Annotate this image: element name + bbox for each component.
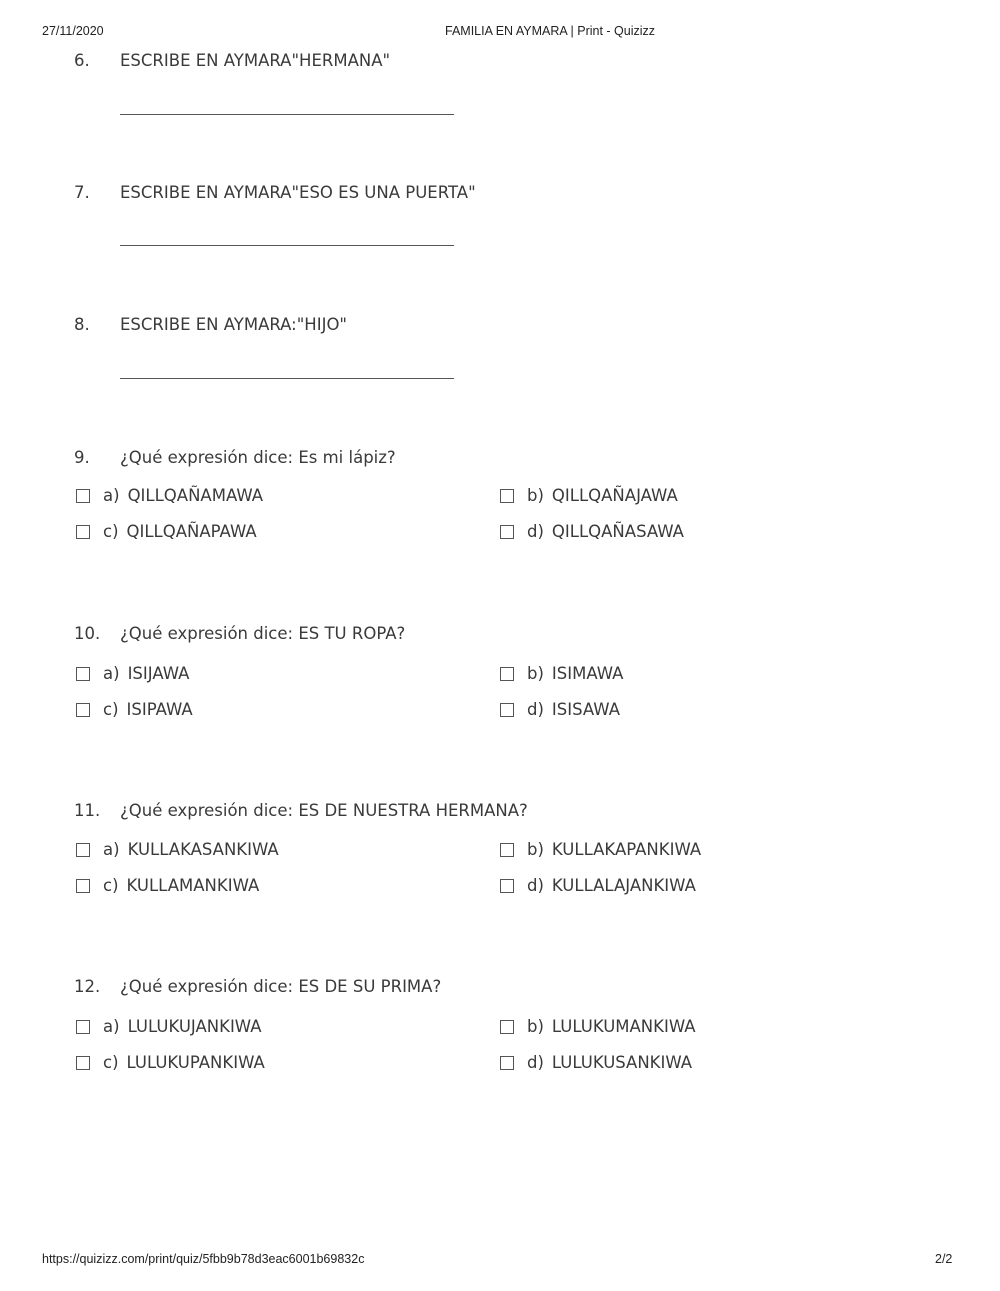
option-letter: b) bbox=[527, 664, 544, 683]
option-letter: a) bbox=[103, 486, 120, 505]
option-letter: a) bbox=[103, 840, 120, 859]
option-text: KULLAKASANKIWA bbox=[127, 840, 279, 859]
checkbox[interactable] bbox=[76, 667, 90, 681]
checkbox[interactable] bbox=[500, 703, 514, 717]
checkbox[interactable] bbox=[500, 489, 514, 503]
option-c[interactable] bbox=[76, 522, 257, 541]
question-number: 7. bbox=[74, 183, 90, 202]
option-c[interactable] bbox=[76, 876, 259, 895]
checkbox[interactable] bbox=[76, 489, 90, 503]
print-date: 27/11/2020 bbox=[42, 24, 104, 38]
option-text: ISIMAWA bbox=[551, 664, 624, 683]
option-b[interactable] bbox=[500, 664, 623, 683]
option-text: KULLAKAPANKIWA bbox=[551, 840, 702, 859]
option-text: ISIJAWA bbox=[127, 664, 190, 683]
option-c[interactable] bbox=[76, 700, 193, 719]
option-letter: b) bbox=[527, 1017, 544, 1036]
answer-line[interactable] bbox=[120, 378, 454, 379]
option-text: LULUKUPANKIWA bbox=[126, 1053, 265, 1072]
checkbox[interactable] bbox=[500, 843, 514, 857]
answer-line[interactable] bbox=[120, 114, 454, 115]
option-b[interactable] bbox=[500, 486, 678, 505]
question-11 bbox=[74, 801, 954, 901]
footer-page-number: 2/2 bbox=[935, 1252, 953, 1266]
option-letter: c) bbox=[103, 876, 119, 895]
option-letter: d) bbox=[527, 700, 544, 719]
option-letter: d) bbox=[527, 876, 544, 895]
option-text: LULUKUMANKIWA bbox=[551, 1017, 696, 1036]
option-letter: b) bbox=[527, 840, 544, 859]
option-d[interactable] bbox=[500, 876, 696, 895]
checkbox[interactable] bbox=[76, 525, 90, 539]
checkbox[interactable] bbox=[76, 703, 90, 717]
option-text: KULLAMANKIWA bbox=[126, 876, 260, 895]
option-text: LULUKUJANKIWA bbox=[127, 1017, 262, 1036]
question-text: ESCRIBE EN AYMARA"ESO ES UNA PUERTA" bbox=[120, 183, 476, 202]
question-10 bbox=[74, 624, 954, 724]
option-a[interactable] bbox=[76, 664, 189, 683]
option-text: LULUKUSANKIWA bbox=[551, 1053, 693, 1072]
option-letter: d) bbox=[527, 522, 544, 541]
option-c[interactable] bbox=[76, 1053, 265, 1072]
checkbox[interactable] bbox=[500, 1056, 514, 1070]
option-letter: c) bbox=[103, 1053, 119, 1072]
question-text: ESCRIBE EN AYMARA:"HIJO" bbox=[120, 315, 348, 334]
option-text: QILLQAÑAJAWA bbox=[551, 486, 678, 505]
option-d[interactable] bbox=[500, 700, 620, 719]
option-text: KULLALAJANKIWA bbox=[551, 876, 696, 895]
question-number: 10. bbox=[74, 624, 101, 643]
option-letter: c) bbox=[103, 522, 119, 541]
option-letter: a) bbox=[103, 1017, 120, 1036]
checkbox[interactable] bbox=[76, 1020, 90, 1034]
option-a[interactable] bbox=[76, 840, 279, 859]
checkbox[interactable] bbox=[76, 1056, 90, 1070]
question-12 bbox=[74, 977, 954, 1077]
option-text: QILLQAÑASAWA bbox=[551, 522, 684, 541]
question-text: ¿Qué expresión dice: ES DE SU PRIMA? bbox=[120, 977, 442, 996]
question-number: 9. bbox=[74, 448, 90, 467]
footer-url: https://quizizz.com/print/quiz/5fbb9b78d3eac6001b69832c bbox=[42, 1252, 365, 1266]
option-b[interactable] bbox=[500, 840, 701, 859]
option-b[interactable] bbox=[500, 1017, 696, 1036]
option-letter: a) bbox=[103, 664, 120, 683]
checkbox[interactable] bbox=[500, 879, 514, 893]
option-a[interactable] bbox=[76, 1017, 262, 1036]
answer-line[interactable] bbox=[120, 245, 454, 246]
checkbox[interactable] bbox=[76, 879, 90, 893]
question-number: 6. bbox=[74, 51, 90, 70]
print-title: FAMILIA EN AYMARA | Print - Quizizz bbox=[445, 24, 656, 38]
option-letter: d) bbox=[527, 1053, 544, 1072]
checkbox[interactable] bbox=[500, 667, 514, 681]
option-d[interactable] bbox=[500, 1053, 692, 1072]
question-number: 12. bbox=[74, 977, 101, 996]
option-text: QILLQAÑAMAWA bbox=[127, 486, 264, 505]
option-letter: c) bbox=[103, 700, 119, 719]
option-d[interactable] bbox=[500, 522, 684, 541]
checkbox[interactable] bbox=[500, 525, 514, 539]
option-text: ISISAWA bbox=[551, 700, 620, 719]
question-9 bbox=[74, 448, 954, 548]
question-number: 8. bbox=[74, 315, 90, 334]
question-text: ¿Qué expresión dice: Es mi lápiz? bbox=[120, 448, 396, 467]
checkbox[interactable] bbox=[76, 843, 90, 857]
question-text: ¿Qué expresión dice: ES TU ROPA? bbox=[120, 624, 406, 643]
option-a[interactable] bbox=[76, 486, 263, 505]
option-text: ISIPAWA bbox=[126, 700, 193, 719]
option-text: QILLQAÑAPAWA bbox=[126, 522, 257, 541]
question-text: ESCRIBE EN AYMARA"HERMANA" bbox=[120, 51, 391, 70]
option-letter: b) bbox=[527, 486, 544, 505]
checkbox[interactable] bbox=[500, 1020, 514, 1034]
question-number: 11. bbox=[74, 801, 101, 820]
question-text: ¿Qué expresión dice: ES DE NUESTRA HERMANA? bbox=[120, 801, 528, 820]
